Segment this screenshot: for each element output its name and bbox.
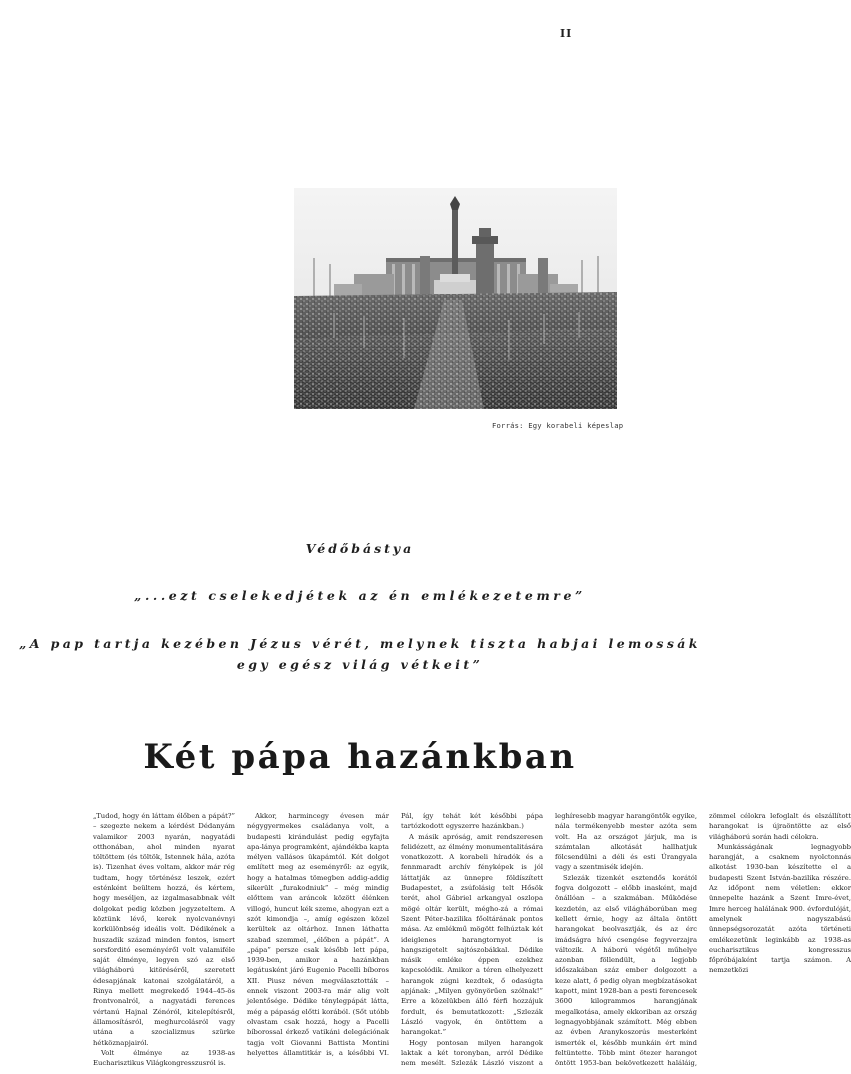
heroes-square-photo	[294, 188, 617, 409]
photo-caption: Forrás: Egy korabeli képeslap	[492, 421, 624, 430]
article-headline: Két pápa hazánkban	[143, 737, 577, 777]
paragraph: Volt élménye az 1938-as Eucharisztikus Világkongresszusról is.	[93, 1048, 235, 1068]
quote-emlekezetemre: „...ezt cselekedjétek az én emlékezetemre”	[134, 588, 586, 603]
paragraph: A másik apróság, amit rendszeresen felidézett, az élmény monumentalitására vonatkozott. A korabeli híradók és a fennmaradt archív fényképek is jól láttatják az ünnepre földíszített Budapestet, a zsúfolásig telt Hősök terét, ahol Gábriel arkangyal oszlopa mögé oltár került, mégho-zá a római Szent Péter-bazilika főoltárának pontos mása. Az emlékmű mögött felhúztak két ideiglenes harangtornyot is hangszigetelt sajtószobákkal. Dédike másik emléke éppen ezekhez kapcsolódik. Amikor a téren elhelyezett harangok zúgni kezdtek, ő odasúgta apjának: „Milyen gyönyörűen szólnak!” Erre a közelükben álló férfi hozzájuk fordult, és bemutatkozott: „Szlezák László vagyok, én öntöttem a harangokat.”	[401, 832, 543, 1037]
paragraph: Szlezák tizenkét esztendős korától fogva dolgozott – előbb inasként, majd önállóan – a szakmában. Működése kezdetén, az első világháborúban meg kellett érnie, hogy az általa öntött harangokat beolvasztják, és az érc imádságra hívó csengése fegyverzajra változik. A háború végétől műhelye azonban föllendült, a legjobb időszakában száz ember dolgozott a keze alatt, ő pedig olyan megbízatásokat kapott, mint 1928-ban a pesti ferencesek 3600 kilogrammos harangjának megalkotása, amely ekkoriban az ország legnagyobbjának számított. Még ebben az évben Aranykoszorús mesterként ismerték el, később munkáin ért mind feltüntette. Több mint ötezer harangot öntött 1953-ban bekövetkezett haláláig, zömmel célokra lefoglalt és elszállított harangokat is újraöntötte az első világháború során hadi célokra.	[555, 812, 851, 1068]
quote-vedobastya: Védőbástya	[305, 541, 415, 556]
paragraph: Akkor, harmincegy évesen már négygyermekes családanya volt, a budapesti kirándulást pedig egyfajta apa-lánya programként, ajándékba kapta mélyen vallásos ükapámtól. Két dolgot említett meg az eseményről: az egyik, hogy a hatalmas tömegben addig-addig sikerült „furakodniuk” – még mindig előttem van aráncok között élénken villogó, huncut kék szeme, ahogyan ezt a szót kimondja –, amíg egészen közel kerültek az oltárhoz. Innen láthatta szabad szemmel, „élőben a pápát”. A „pápa” persze csak később lett pápa, 1939-ben, amikor a hazánkban legátusként járó Eugenio Pacelli bíboros XII. Piusz néven megválasztották – ennek viszont 2003-ra már alig volt jelentősége. Dédike ténylegpápát látta, még a pápaság előtti korából. (Sőt utóbb olvastam csak hozzá, hogy a Pacelli bíborossal érkező vatikáni delegációnak tagja volt Giovanni Battista Montini helyettes államtitkár is, a későbbi VI. Pál, így tehát két későbbi pápa tartózkodott egyszerre hazánkban.)	[247, 812, 543, 1057]
quote-pap-kezeben: „A pap tartja kezében Jézus vérét, melynek tiszta habjai lemossák egy egész világ vétkeit”	[19, 636, 701, 672]
paragraph: Hogy pontosan milyen harangok laktak a két toronyban, arról Dédike nem mesélt. Szlezák László viszont a leghíresebb magyar harangöntők egyike, nála termékenyebb mester azóta sem volt. Ha az országot járjuk, ma is számtalan alkotását hallhatjuk fölcsendülni a déli és esti Úrangyala vagy a szentmisék idején.	[401, 812, 697, 1068]
page-number: II	[560, 27, 573, 40]
paragraph: „Tudod, hogy én láttam élőben a pápát?” – szegezte nekem a kérdést Dédanyám valamikor 2003 nyarán, nagyatádi otthonában, ahol minden nyarat töltöttem (és töltök, Istennek hála, azóta is). Tizenhat éves voltam, akkor már rég tudtam, hogy történész leszek, ezért esténként beültem hozzá, és kértem, hogy meséljen, az izgalmasabbnak vélt dolgokat pedig közben jegyzeteltem. A köztünk lévő, kerek nyolcvanévnyi korkülönbség ideális volt. Dédikének a huszadik század minden fontos, ismert sorsforditó eseményéről volt valamiféle saját élménye, legyen szó az első világháború kitöréséről, szeretett édesapjának katonai szolgálatáról, a Rinya mellett megrekedő 1944–45-ös frontvonalról, a nagyatádi ferences vértanú Hajnal Zénóról, kitelepítésről, államosításról, meghurcolásról vagy utána a szocializmus szürke hétköznapjairól.	[93, 812, 235, 1047]
paragraph: Munkásságának legnagyobb harangját, a csaknem nyolctonnás alkotást 1930-ban készítette el a budapesti Szent István-bazilika részére. Az időpont nem véletlen: ekkor ünnepelte hazánk a Szent Imre-évet, Imre herceg halálának 900. évfordulóját, amelynek nagyszabású ünnepségsorozatát azóta történeti emlékezetünk leginkább az 1938-as eucharisztikus kongresszus főpróbájaként tartja számon. A nemzetközi	[709, 842, 851, 975]
article-body	[93, 811, 851, 1073]
